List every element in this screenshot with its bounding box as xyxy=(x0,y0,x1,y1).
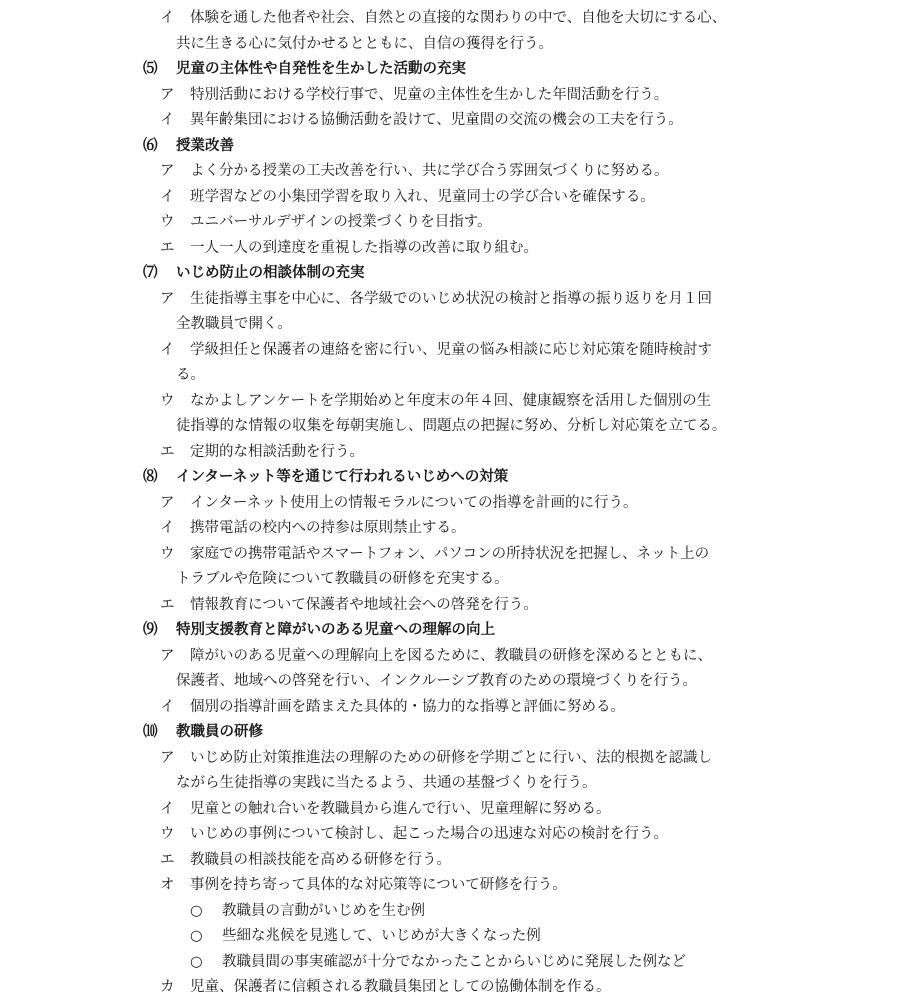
list-item xyxy=(0,108,905,134)
item-text: 家庭での携帯電話やスマートフォン、パソコンの所持状況を把握し、ネット上の xyxy=(190,545,710,562)
list-item-continuation xyxy=(0,32,905,58)
list-item xyxy=(0,236,905,262)
item-text: ながら生徒指導の実践に当たるよう、共通の基盤づくりを行う。 xyxy=(176,775,597,791)
item-text: ユニバーサルデザインの授業づくりを目指す。 xyxy=(190,214,492,230)
item-marker: エ xyxy=(160,596,175,613)
item-marker: イ xyxy=(160,800,175,817)
list-item-continuation xyxy=(0,312,905,338)
item-text: 携帯電話の校内への持参は原則禁止する。 xyxy=(190,520,466,536)
section-heading xyxy=(0,57,905,83)
item-text: 異年齢集団における協働活動を設けて、児童間の交流の機会の工夫を行う。 xyxy=(190,112,683,128)
section-title: 児童の主体性や自発性を生かした活動の充実 xyxy=(176,61,466,77)
section-number: ⑼ xyxy=(143,622,158,638)
section-title: 授業改善 xyxy=(176,137,234,154)
item-marker: イ xyxy=(160,698,175,715)
list-item xyxy=(0,746,905,772)
section-heading xyxy=(0,261,905,287)
item-marker: ア xyxy=(160,163,175,179)
item-marker: ア xyxy=(160,86,175,103)
item-text: 班学習などの小集団学習を取り入れ、児童同士の学び合いを確保する。 xyxy=(190,188,655,205)
item-text: 児童、保護者に信頼される教職員集団としての協働体制を作る。 xyxy=(190,979,611,995)
list-item xyxy=(0,210,905,236)
section-heading xyxy=(0,465,905,491)
item-text: 教職員間の事実確認が十分でなかったことからいじめに発展した例など xyxy=(222,953,686,970)
item-text: なかよしアンケートを学期始めと年度末の年４回、健康観察を活用した個別の生 xyxy=(190,392,712,409)
section-number: ⑻ xyxy=(143,469,158,485)
list-item-continuation xyxy=(0,771,905,797)
item-marker: ア xyxy=(160,749,175,766)
list-item xyxy=(0,797,905,823)
item-marker: エ xyxy=(160,239,175,256)
circle-bullet: ○ xyxy=(190,902,203,919)
item-marker: ウ xyxy=(160,214,175,230)
item-text: インターネット使用上の情報モラルについての指導を計画的に行う。 xyxy=(190,494,638,511)
item-text: 個別の指導計画を踏まえた具体的・協力的な指導と評価に努める。 xyxy=(190,698,625,715)
item-text: 徒指導的な情報の収集を毎朝実施し、問題点の把握に努め、分析し対応策を立てる。 xyxy=(176,418,727,434)
list-item xyxy=(0,644,905,670)
section-heading xyxy=(0,134,905,160)
section-heading xyxy=(0,720,905,746)
item-marker: イ xyxy=(160,188,175,205)
list-item xyxy=(0,185,905,211)
item-text: 共に生きる心に気付かせるとともに、自信の獲得を行う。 xyxy=(176,35,553,52)
section-title: 特別支援教育と障がいのある児童への理解の向上 xyxy=(176,622,495,638)
item-marker: イ xyxy=(160,341,175,358)
document-page xyxy=(0,6,905,1001)
item-text: 児童との触れ合いを教職員から進んで行い、児童理解に努める。 xyxy=(190,800,611,817)
item-marker: ウ xyxy=(160,392,175,409)
item-text: いじめの事例について検討し、起こった場合の迅速な対応の検討を行う。 xyxy=(190,826,668,842)
item-text: 一人一人の到達度を重視した指導の改善に取り組む。 xyxy=(190,239,538,256)
list-item-continuation xyxy=(0,414,905,440)
list-item xyxy=(0,83,905,109)
item-text: 体験を通した他者や社会、自然との直接的な関わりの中で、自他を大切にする心、 xyxy=(190,10,727,26)
section-number: ⑽ xyxy=(143,724,158,740)
list-item xyxy=(0,542,905,568)
item-marker: エ xyxy=(160,443,175,460)
sub-list-item xyxy=(0,950,905,976)
item-text: 生徒指導主事を中心に、各学級でのいじめ状況の検討と指導の振り返りを月１回 xyxy=(190,290,712,307)
item-marker: ア xyxy=(160,647,175,664)
circle-bullet: ○ xyxy=(190,953,203,970)
item-text: 些細な兆候を見逃して、いじめが大きくなった例 xyxy=(222,928,541,944)
item-marker: イ xyxy=(160,520,175,536)
section-heading xyxy=(0,618,905,644)
section-number: ⑺ xyxy=(143,265,158,281)
section-number: ⑸ xyxy=(143,61,158,77)
item-text: 教職員の言動がいじめを生む例 xyxy=(222,902,425,919)
list-item xyxy=(0,389,905,415)
item-text: いじめ防止対策推進法の理解のための研修を学期ごとに行い、法的根拠を認識し xyxy=(190,749,712,766)
list-item xyxy=(0,338,905,364)
item-text: 全教職員で開く。 xyxy=(176,316,292,332)
item-marker: エ xyxy=(160,851,175,868)
section-title: インターネット等を通じて行われるいじめへの対策 xyxy=(176,469,509,485)
item-text: トラブルや危険について教職員の研修を充実する。 xyxy=(176,571,509,587)
item-marker: イ xyxy=(160,10,175,26)
item-text: 情報教育について保護者や地域社会への啓発を行う。 xyxy=(190,596,538,613)
sub-list-item xyxy=(0,899,905,925)
list-item xyxy=(0,159,905,185)
item-marker: カ xyxy=(160,979,175,995)
item-text: 教職員の相談技能を高める研修を行う。 xyxy=(190,851,451,868)
list-item-continuation xyxy=(0,567,905,593)
item-text: 事例を持ち寄って具体的な対応策等について研修を行う。 xyxy=(190,877,567,893)
list-item xyxy=(0,873,905,899)
section-number: ⑹ xyxy=(143,137,158,154)
list-item xyxy=(0,822,905,848)
item-text: る。 xyxy=(176,367,205,383)
list-item-continuation xyxy=(0,363,905,389)
item-text: 障がいのある児童への理解向上を図るために、教職員の研修を深めるとともに、 xyxy=(190,647,712,664)
circle-bullet: ○ xyxy=(190,928,203,944)
list-item-continuation xyxy=(0,669,905,695)
item-marker: イ xyxy=(160,112,175,128)
item-text: 学級担任と保護者の連絡を密に行い、児童の悩み相談に応じ対応策を随時検討す xyxy=(190,341,712,358)
list-item xyxy=(0,593,905,619)
item-marker: ウ xyxy=(160,826,175,842)
item-marker: ア xyxy=(160,494,175,511)
item-text: 特別活動における学校行事で、児童の主体性を生かした年間活動を行う。 xyxy=(190,86,669,103)
list-item xyxy=(0,848,905,874)
item-text: 保護者、地域への啓発を行い、インクルーシブ教育のための環境づくりを行う。 xyxy=(176,673,697,689)
sub-list-item xyxy=(0,924,905,950)
item-text: 定期的な相談活動を行う。 xyxy=(190,443,364,460)
item-text: よく分かる授業の工夫改善を行い、共に学び合う雰囲気づくりに努める。 xyxy=(190,163,669,179)
list-item xyxy=(0,6,905,32)
list-item xyxy=(0,695,905,721)
section-title: 教職員の研修 xyxy=(176,724,263,740)
list-item xyxy=(0,975,905,1001)
section-title: いじめ防止の相談体制の充実 xyxy=(176,265,365,281)
item-marker: ウ xyxy=(160,545,175,562)
item-marker: ア xyxy=(160,290,175,307)
list-item xyxy=(0,516,905,542)
list-item xyxy=(0,491,905,517)
list-item xyxy=(0,287,905,313)
item-marker: オ xyxy=(160,877,175,893)
list-item xyxy=(0,440,905,466)
